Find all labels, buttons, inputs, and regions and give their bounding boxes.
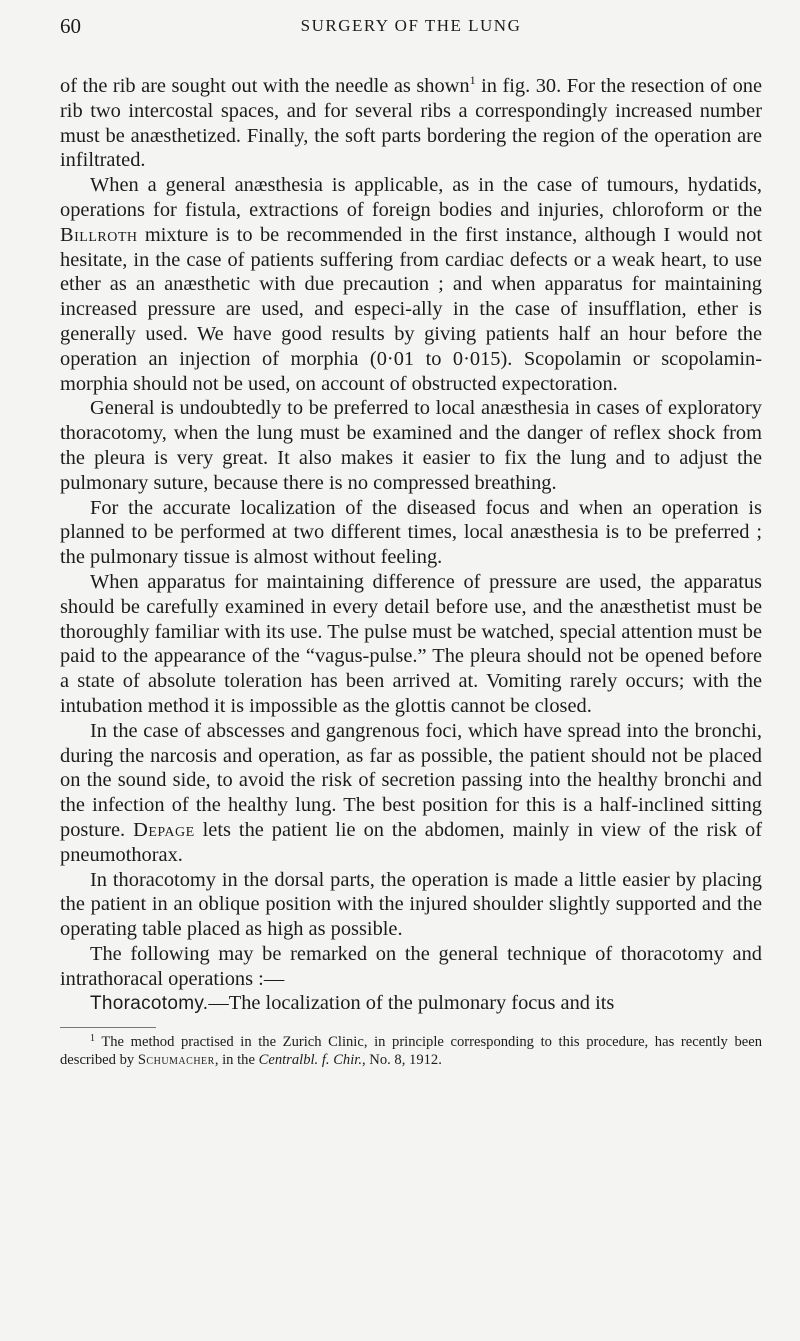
paragraph-4: For the accurate localization of the diseased focus and when an operation is planned to be performed at two different times, local anæsthesia is to be preferred ; the pulmonary tissue is almost without feeling. xyxy=(60,496,762,569)
paragraph-7: In thoracotomy in the dorsal parts, the operation is made a little easier by placing the patient in an oblique position with the injured shoulder slightly supported and the operating table placed as high as possible. xyxy=(60,868,762,941)
section-heading-thoracotomy: Thoracotomy. xyxy=(90,993,209,1015)
author-name-schumacher: Schumacher xyxy=(137,1051,215,1068)
paragraph-3: General is undoubtedly to be preferred to local anæsthesia in cases of exploratory thoracotomy, when the lung must be examined and the danger of reflex shock from the pleura is very great. It also makes it easier to fix the lung and to adjust the pulmonary suture, because there is no compressed breathing. xyxy=(60,397,762,494)
author-name-depage: Depage xyxy=(133,818,195,841)
author-name-billroth: Billroth xyxy=(60,223,138,246)
page-number: 60 xyxy=(60,14,81,38)
running-head: SURGERY OF THE LUNG xyxy=(300,16,522,35)
paragraph-8: The following may be remarked on the general technique of thoracotomy and intrathoracal operations :— xyxy=(60,942,762,990)
paragraph-2-text-b: mixture is to be recommended in the first instance, although I would not hesitate, in the case of patients suffering from cardiac defects or a weak heart, to use ether as an anæsthetic with due precaution ; and when apparatus for maintaining increased pressure are used, and especi-ally in the case of insufflation, ether is generally used. We have good results by giving patients half an hour before the operation an injection of morphia (0·01 to 0·015). Scopolamin or scopolamin-morphia should not be used, on account of obstructed expectoration. xyxy=(60,223,762,395)
footnote-text-b: , in the xyxy=(214,1051,259,1068)
paragraph-9 xyxy=(60,991,762,1017)
footnote-text-c: , No. 8, 1912. xyxy=(362,1051,442,1068)
footnote-mark: 1 xyxy=(90,1033,95,1045)
footnote-reference: 1 xyxy=(469,73,476,87)
paragraph-1-text-b: in fig. 30. For the resection of one rib two intercostal spaces, and for several ribs a correspondingly increased number must be anæsthetized. Finally, the soft parts bordering the region of the operation are infiltrated. xyxy=(60,75,763,172)
journal-title: Centralbl. f. Chir. xyxy=(258,1051,362,1068)
paragraph-2-text-a: When a general anæsthesia is applicable, as in the case of tumours, hydatids, operations for fistula, extractions of foreign bodies and injuries, chloroform or the xyxy=(60,174,762,221)
paragraph-9-text: —The localization of the pulmonary focus and its xyxy=(208,992,615,1015)
paragraph-6 xyxy=(60,719,762,868)
page-header xyxy=(60,10,762,50)
footnote-divider xyxy=(60,1027,156,1028)
paragraph-6-text-a: In the case of abscesses and gangrenous foci, which have spread into the bronchi, during the narcosis and operation, as far as possible, the patient should not be placed on the sound side, to avoid the risk of secretion passing into the healthy bronchi and the infection of the healthy lung. The best position for this is a half-inclined sitting posture. xyxy=(60,719,762,841)
footnote xyxy=(60,1034,762,1069)
paragraph-1 xyxy=(60,74,762,173)
footnote-text-a: The method practised in the Zurich Clinic, in principle corresponding to this procedure, has recently been described by xyxy=(60,1034,762,1068)
paragraph-5: When apparatus for maintaining difference of pressure are used, the apparatus should be carefully examined in every detail before use, and the anæsthetist must be thoroughly familiar with its use. The pulse must be watched, special attention must be paid to the appearance of the “vagus-pulse.” The pleura should not be opened before a state of absolute toleration has been arrived at. Vomiting rarely occurs; with the intubation method it is impossible as the glottis cannot be closed. xyxy=(60,570,762,717)
paragraph-6-text-b: lets the patient lie on the abdomen, mainly in view of the risk of pneumothorax. xyxy=(60,818,762,866)
paragraph-1-text-a: of the rib are sought out with the needle as shown xyxy=(60,75,470,97)
paragraph-2 xyxy=(60,173,762,396)
body-text xyxy=(60,74,762,1017)
